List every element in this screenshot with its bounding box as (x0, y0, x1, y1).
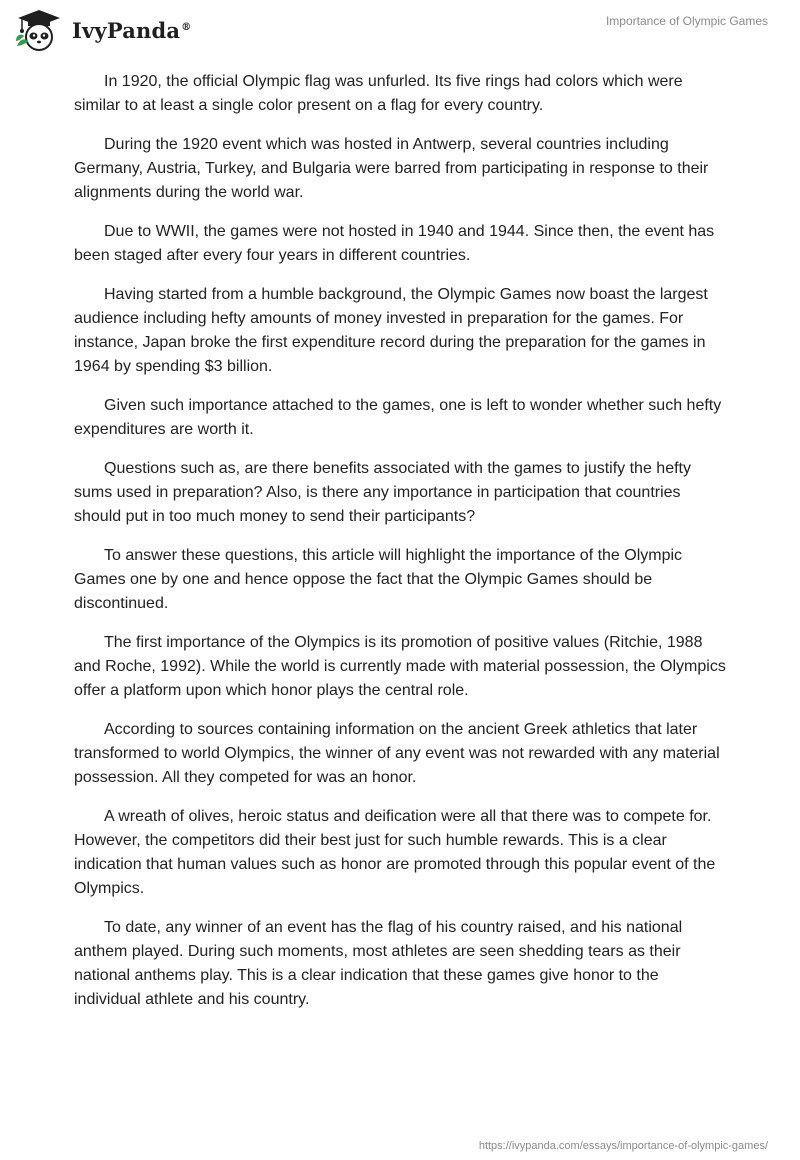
brand-name (72, 18, 191, 43)
paragraph: Due to WWII, the games were not hosted in 1940 and 1944. Since then, the event has been staged after every four years in different countries. (74, 223, 715, 264)
paragraph: In 1920, the official Olympic flag was unfurled. Its five rings had colors which were similar to at least a single color present on a flag for every country. (74, 73, 683, 114)
paragraph: The first importance of the Olympics is its promotion of positive values (Ritchie, 1988 and Roche, 1992). While the world is currently made with material possession, the Olympics offer a platform upon which honor plays the central role. (74, 634, 726, 699)
page-header (0, 0, 800, 70)
paragraph: Given such importance attached to the games, one is left to wonder whether such hefty expenditures are worth it. (74, 397, 722, 438)
paragraph: A wreath of olives, heroic status and deification were all that there was to compete for. However, the competitors did their best just for such humble rewards. This is a clear indication that human values such as honor are promoted through this popular event of the Olympics. (74, 808, 716, 897)
paragraph: To answer these questions, this article will highlight the importance of the Olympic Games one by one and hence oppose the fact that the Olympic Games should be discontinued. (74, 547, 683, 612)
source-url-link[interactable]: https://ivypanda.com/essays/importance-of-olympic-games/ (478, 1140, 768, 1152)
paragraph: According to sources containing information on the ancient Greek athletics that later transformed to world Olympics, the winner of any event was not rewarded with any material possession. All they competed for was an honor. (74, 721, 720, 786)
paragraph: Having started from a humble background, the Olympic Games now boast the largest audience including hefty amounts of money invested in preparation for the games. For instance, Japan broke the first expenditure record during the preparation for the games in 1964 by spending $3 billion. (74, 286, 708, 375)
paragraph: Questions such as, are there benefits associated with the games to justify the hefty sums used in preparation? Also, is there any importance in participation that countries should put in too much money to send their participants? (74, 460, 691, 525)
brand-name-text: IvyPanda (72, 17, 181, 43)
essay-body (74, 70, 729, 1027)
ivypanda-logo[interactable] (14, 8, 191, 52)
paragraph: During the 1920 event which was hosted in Antwerp, several countries including Germany, Austria, Turkey, and Bulgaria were barred from participating in response to their alignments during the world war. (74, 136, 709, 201)
panda-graduate-icon (14, 8, 64, 52)
registered-mark: ® (181, 21, 192, 33)
paragraph: To date, any winner of an event has the flag of his country raised, and his national anthem played. During such moments, most athletes are seen shedding tears as their national anthems play. This is a clear indication that these games give honor to the individual athlete and his country. (74, 919, 683, 1008)
document-title: Importance of Olympic Games (605, 14, 768, 28)
